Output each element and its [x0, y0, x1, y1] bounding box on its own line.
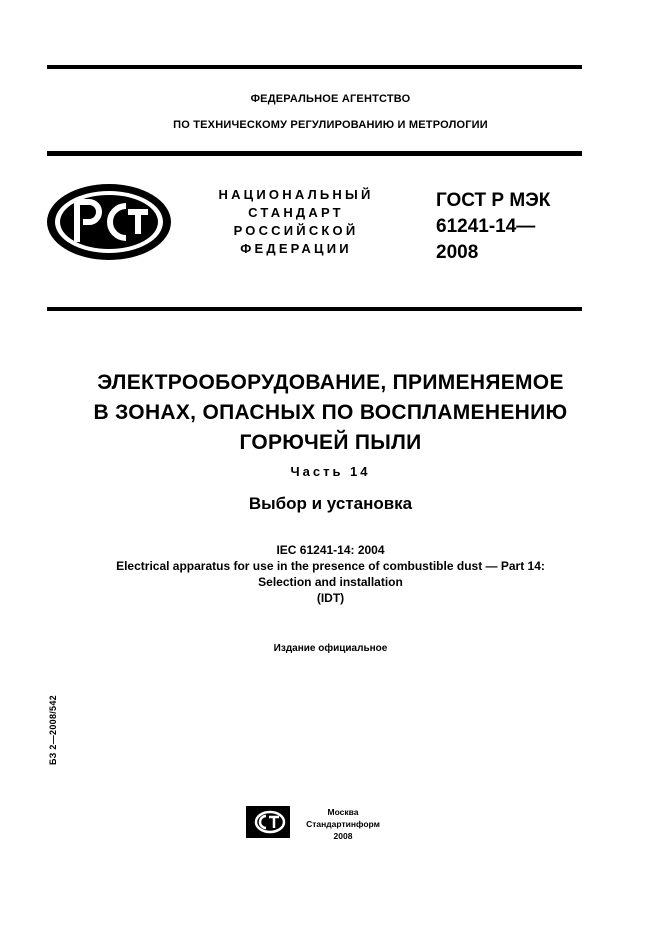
top-rule	[47, 65, 582, 69]
title-line: ЭЛЕКТРООБОРУДОВАНИЕ, ПРИМЕНЯЕМОЕ	[97, 371, 564, 394]
national-standard-block	[196, 186, 396, 258]
iec-line: (IDT)	[316, 591, 345, 605]
title-line: ГОРЮЧЕЙ ПЫЛИ	[239, 431, 422, 454]
rst-certification-mark-icon	[44, 182, 174, 262]
national-standard-line: РОССИЙСКОЙ	[233, 223, 359, 238]
designation-line3: 2008	[436, 242, 479, 263]
standartinform-logo-icon	[246, 806, 290, 838]
national-standard-line: СТАНДАРТ	[248, 205, 344, 220]
header-bottom-rule	[47, 307, 582, 311]
iec-reference	[0, 542, 661, 606]
agency-name-line1: ФЕДЕРАЛЬНОЕ АГЕНТСТВО	[250, 93, 411, 105]
publisher-name: Стандартинформ	[306, 819, 380, 829]
publisher-city: Москва	[327, 807, 359, 817]
part-number: Часть 14	[290, 464, 371, 479]
title-line: В ЗОНАХ, ОПАСНЫХ ПО ВОСПЛАМЕНЕНИЮ	[93, 401, 568, 424]
iec-line: IEC 61241-14: 2004	[276, 543, 385, 557]
national-standard-line: НАЦИОНАЛЬНЫЙ	[218, 187, 374, 202]
publisher-year: 2008	[333, 831, 353, 841]
iec-line: Selection and installation	[258, 575, 403, 589]
agency-bottom-rule	[47, 151, 582, 156]
document-subtitle: Выбор и установка	[248, 494, 413, 513]
publisher-info	[303, 806, 383, 842]
agency-name-line2: ПО ТЕХНИЧЕСКОМУ РЕГУЛИРОВАНИЮ И МЕТРОЛОГИИ	[173, 119, 488, 131]
designation-line2: 61241-14—	[436, 216, 536, 237]
designation-line1: ГОСТ Р МЭК	[436, 190, 551, 211]
edition-note: Издание официальное	[273, 643, 388, 654]
side-note: БЗ 2—2008/542	[48, 695, 58, 765]
standard-designation	[436, 188, 550, 266]
document-title	[0, 368, 661, 458]
national-standard-line: ФЕДЕРАЦИИ	[240, 241, 352, 256]
iec-line: Electrical apparatus for use in the presence of combustible dust — Part 14:	[116, 559, 545, 573]
